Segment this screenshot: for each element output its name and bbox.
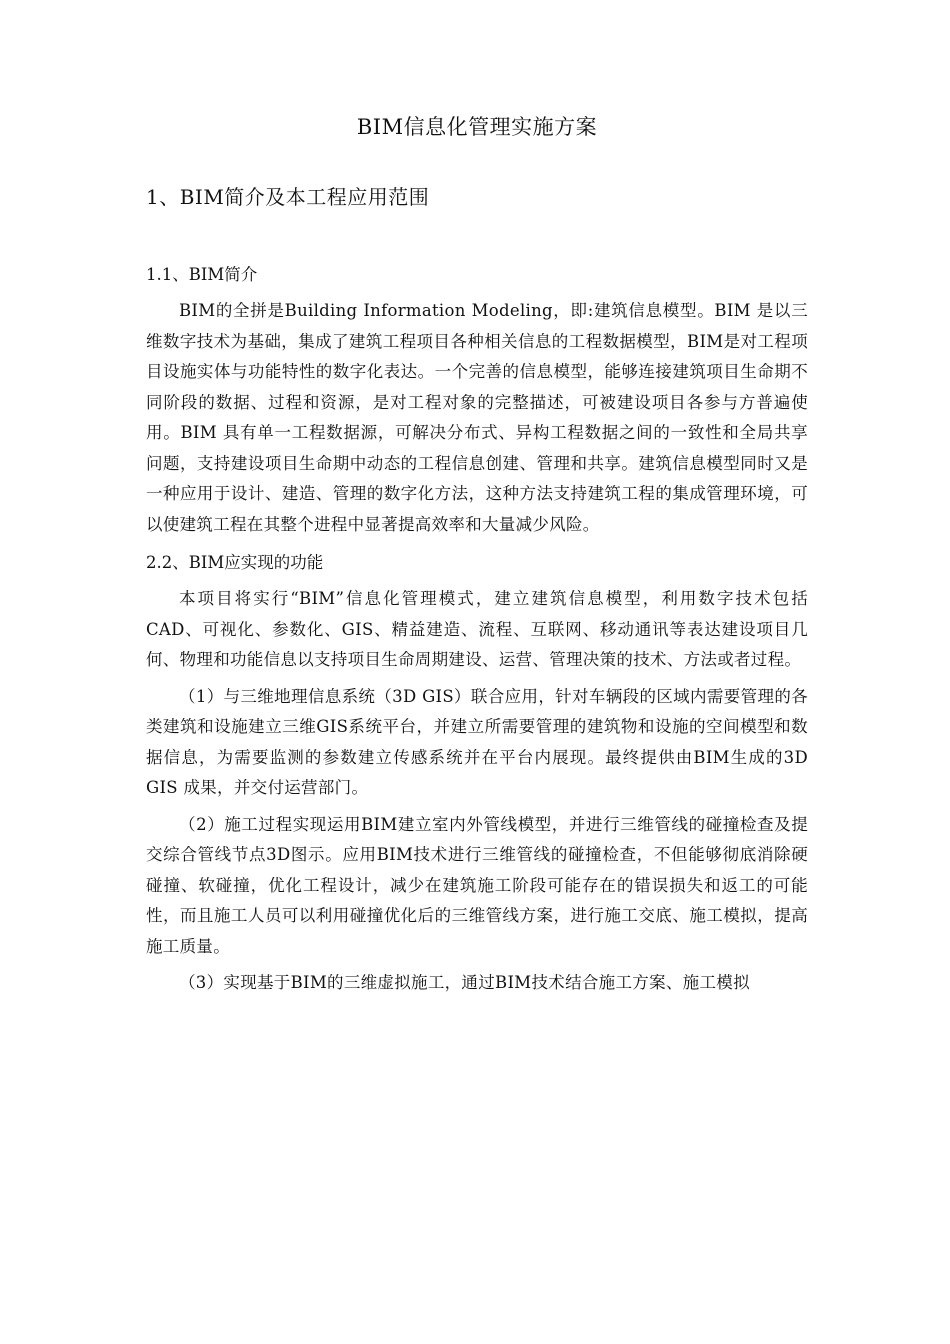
paragraph-item-1: （1）与三维地理信息系统（3D GIS）联合应用，针对车辆段的区域内需要管理的各类建筑和设施建立三维GIS系统平台，并建立所需要管理的建筑物和设施的空间模型和数据信息，为需要监测的参数建立传感系统并在平台内展现。最终提供由BIM生成的3D GIS 成果，并交付运营部门。 — [146, 686, 808, 797]
paragraph-bim-intro: BIM的全拼是Building Information Modeling，即:建筑信息模型。BIM 是以三维数字技术为基础，集成了建筑工程项目各种相关信息的工程数据模型，BIM是对工程项目设施实体与功能特性的数字化表达。一个完善的信息模型，能够连接建筑项目生命期不同阶段的数据、过程和资源，是对工程对象的完整描述，可被建设项目各参与方普遍使用。BIM 具有单一工程数据源，可解决分布式、异构工程数据之间的一致性和全局共享问题，支持建设项目生命期中动态的工程信息创建、管理和共享。建筑信息模型同时又是一种应用于设计、建造、管理的数字化方法，这种方法支持建筑工程的集成管理环境，可以使建筑工程在其整个进程中显著提高效率和大量减少风险。 — [146, 301, 808, 534]
paragraph-item-3: （3）实现基于BIM的三维虚拟施工，通过BIM技术结合施工方案、施工模拟 — [179, 973, 750, 992]
subsection-heading-1-1: 1.1、BIM简介 — [146, 265, 258, 284]
document-body — [146, 108, 808, 999]
paragraph-bim-functions-intro: 本项目将实行“BIM”信息化管理模式，建立建筑信息模型，利用数字技术包括CAD、可视化、参数化、GIS、精益建造、流程、互联网、移动通讯等表达建设项目几何、物理和功能信息以支持项目生命周期建设、运营、管理决策的技术、方法或者过程。 — [146, 589, 808, 669]
document-title: BIM信息化管理实施方案 — [356, 115, 598, 139]
section-heading-1: 1、BIM简介及本工程应用范围 — [146, 185, 430, 209]
subsection-heading-2-2: 2.2、BIM应实现的功能 — [146, 553, 324, 572]
paragraph-item-2: （2）施工过程实现运用BIM建立室内外管线模型，并进行三维管线的碰撞检查及提交综合管线节点3D图示。应用BIM技术进行三维管线的碰撞检查，不但能够彻底消除硬碰撞、软碰撞，优化工程设计，减少在建筑施工阶段可能存在的错误损失和返工的可能性，而且施工人员可以利用碰撞优化后的三维管线方案，进行施工交底、施工模拟，提高施工质量。 — [146, 814, 808, 956]
